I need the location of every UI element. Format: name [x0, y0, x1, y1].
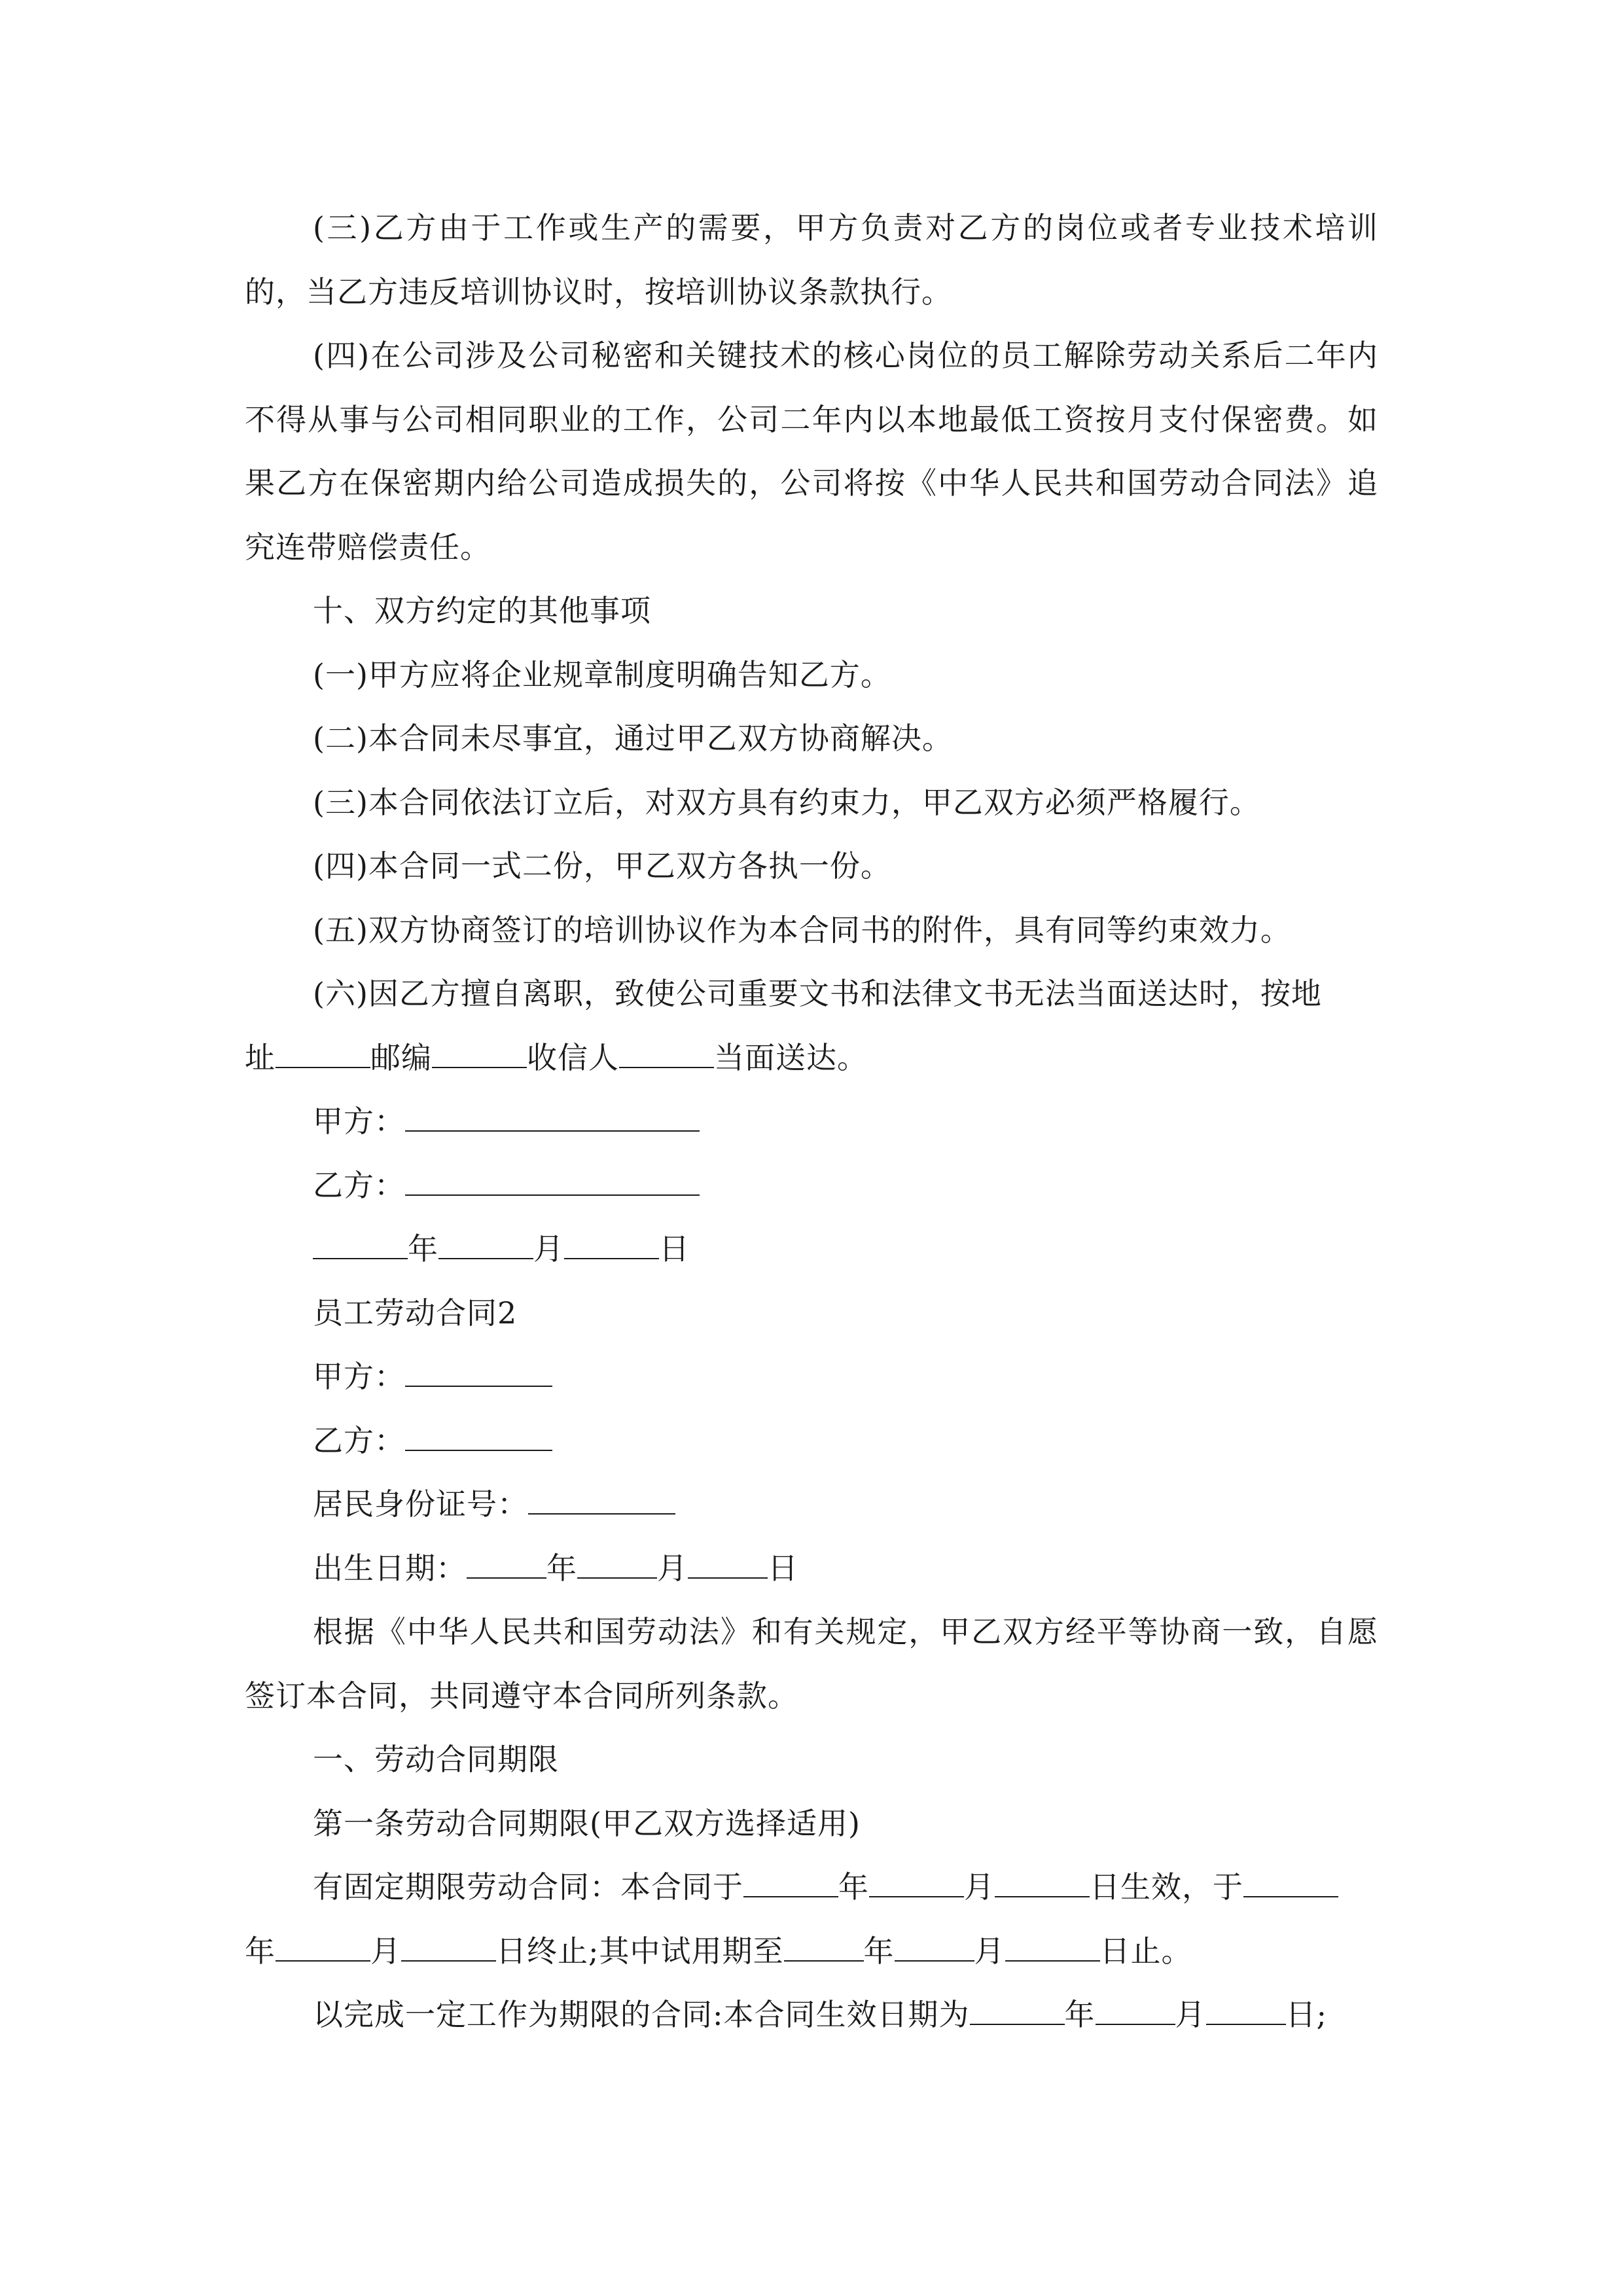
clause-2: (二)本合同未尽事宜，通过甲乙双方协商解决。 — [313, 721, 953, 756]
postcode-blank — [432, 1041, 527, 1068]
contract2-section-1: 一、劳动合同期限 — [313, 1742, 559, 1777]
document-body — [245, 196, 1378, 2047]
start-day-blank — [995, 1870, 1090, 1897]
contract2-article-1: 第一条劳动合同期限(甲乙双方选择适用) — [313, 1805, 861, 1841]
party-a-blank — [405, 1104, 700, 1132]
end-month-blank — [276, 1934, 370, 1962]
probation-year-blank — [784, 1934, 864, 1962]
birth-year-label: 年 — [546, 1550, 577, 1586]
clause-5: (五)双方协商签订的培训协议作为本合同书的附件，具有同等约束效力。 — [313, 912, 1291, 948]
fixed-term-label: 有固定期限劳动合同：本合同于 — [313, 1869, 743, 1905]
recipient-blank — [619, 1041, 714, 1068]
clause-4: (四)本合同一式二份，甲乙双方各执一份。 — [313, 848, 891, 884]
month-blank — [438, 1232, 533, 1259]
year-label: 年 — [408, 1231, 438, 1266]
id-number-blank — [528, 1487, 675, 1515]
signature-party-b — [245, 1154, 1378, 1218]
contract2-title: 员工劳动合同2 — [313, 1295, 518, 1331]
task-day-blank — [1206, 1998, 1286, 2025]
party-a-label: 甲方： — [313, 1103, 405, 1139]
postcode-label: 邮编 — [370, 1039, 432, 1075]
contract2-party-a-blank — [405, 1359, 552, 1387]
contract2-birth-date — [245, 1537, 1378, 1601]
clause-1: (一)甲方应将企业规章制度明确告知乙方。 — [313, 656, 891, 692]
party-b-label: 乙方： — [313, 1167, 405, 1203]
task-year-blank — [970, 1998, 1065, 2025]
task-term-label: 以完成一定工作为期限的合同 — [313, 1997, 713, 2032]
paragraph-training: (三)乙方由于工作或生产的需要，甲方负责对乙方的岗位或者专业技术培训的，当乙方违反培训协议时，按培训协议条款执行。 — [245, 210, 1378, 310]
task-year-label: 年 — [1064, 1997, 1096, 2032]
birth-day-blank — [688, 1551, 768, 1579]
start-month-blank — [869, 1870, 964, 1897]
signature-party-a — [245, 1090, 1378, 1154]
end-day-blank — [401, 1934, 496, 1962]
end-year-label: 年 — [245, 1933, 276, 1969]
clause-6-line1: (六)因乙方擅自离职，致使公司重要文书和法律文书无法当面送达时，按地 — [313, 976, 1322, 1011]
task-term-line — [245, 1983, 1378, 2047]
month-label: 月 — [533, 1231, 564, 1266]
day-label: 日 — [659, 1231, 690, 1266]
address-label: 址 — [245, 1039, 276, 1075]
year-blank — [313, 1232, 408, 1259]
contract2-party-b-blank — [405, 1424, 552, 1451]
start-day-label: 日生效，于 — [1090, 1869, 1243, 1905]
contract2-party-a — [245, 1345, 1378, 1409]
paragraph-confidentiality: (四)在公司涉及公司秘密和关键技术的核心岗位的员工解除劳动关系后二年内不得从事与公司相同职业的工作，公司二年内以本地最低工资按月支付保密费。如果乙方在保密期内给公司造成损失的，公司将按《中华人民共和国劳动合同法》追究连带赔偿责任。 — [245, 338, 1378, 565]
fixed-term-line1 — [245, 1856, 1378, 1920]
birth-year-blank — [467, 1551, 546, 1579]
start-year-label: 年 — [838, 1869, 869, 1905]
birth-date-label: 出生日期： — [313, 1550, 467, 1586]
task-month-blank — [1096, 1998, 1175, 2025]
section-heading-other-matters: 十、双方约定的其他事项 — [313, 593, 651, 628]
start-year-blank — [743, 1870, 838, 1897]
task-term-effective: :本合同生效日期为 — [713, 1997, 970, 2032]
fixed-term-line2 — [245, 1920, 1378, 1984]
contract2-id-number — [245, 1473, 1378, 1537]
birth-day-label: 日 — [768, 1550, 798, 1586]
end-year-blank-start — [1243, 1870, 1338, 1897]
probation-day-label: 日止。 — [1099, 1933, 1192, 1969]
end-day-label: 日终止;其中试用期至 — [496, 1933, 784, 1969]
contract2-party-b-label: 乙方： — [313, 1422, 405, 1458]
address-blank — [276, 1041, 370, 1068]
task-day-label: 日; — [1285, 1997, 1327, 2032]
deliver-text: 当面送达。 — [714, 1039, 868, 1075]
birth-month-blank — [577, 1551, 657, 1579]
contract2-intro: 根据《中华人民共和国劳动法》和有关规定，甲乙双方经平等协商一致，自愿签订本合同，共同遵守本合同所列条款。 — [245, 1614, 1378, 1713]
contract2-party-b — [245, 1409, 1378, 1473]
end-month-label: 月 — [370, 1933, 401, 1969]
probation-day-blank — [1005, 1934, 1100, 1962]
task-month-label: 月 — [1175, 1997, 1206, 2032]
clause-3: (三)本合同依法订立后，对双方具有约束力，甲乙双方必须严格履行。 — [313, 784, 1260, 820]
probation-month-blank — [895, 1934, 974, 1962]
day-blank — [564, 1232, 659, 1259]
contract2-party-a-label: 甲方： — [313, 1359, 405, 1394]
recipient-label: 收信人 — [527, 1039, 619, 1075]
start-month-label: 月 — [964, 1869, 995, 1905]
probation-year-label: 年 — [863, 1933, 895, 1969]
clause-6-line2 — [245, 1026, 1378, 1090]
party-b-blank — [405, 1168, 700, 1196]
probation-month-label: 月 — [974, 1933, 1005, 1969]
birth-month-label: 月 — [657, 1550, 688, 1586]
signature-date — [245, 1217, 1378, 1282]
id-number-label: 居民身份证号： — [313, 1486, 528, 1522]
